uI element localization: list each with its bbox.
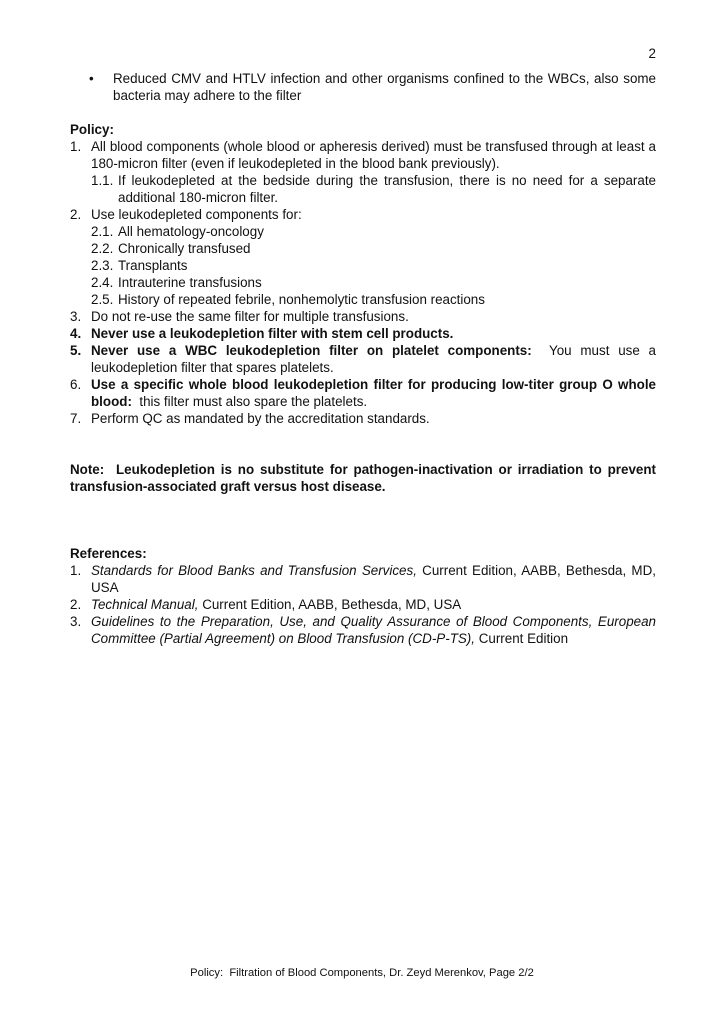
item-text: If leukodepleted at the bedside during the transfusion, there is no need for a separate additional 180-micron filter. bbox=[118, 173, 656, 205]
item-text: Perform QC as mandated by the accreditation standards. bbox=[91, 411, 430, 426]
reference-title: Guidelines to the Preparation, Use, and Quality Assurance of Blood Components, European Committee (Partial Agreement) on Blood Transfusion (CD-P-TS), bbox=[91, 614, 656, 646]
item-number: 2. bbox=[70, 207, 82, 222]
item-number: 4. bbox=[70, 326, 82, 341]
policy-item-7 bbox=[70, 410, 656, 427]
page-footer: Policy: Filtration of Blood Components, Dr. Zeyd Merenkov, Page 2/2 bbox=[190, 967, 534, 979]
item-text: History of repeated febrile, nonhemolytic transfusion reactions bbox=[118, 292, 485, 307]
document-body bbox=[70, 70, 660, 647]
references-list bbox=[70, 562, 656, 647]
reference-title: Standards for Blood Banks and Transfusion Services, bbox=[91, 563, 417, 578]
policy-item-3 bbox=[70, 308, 656, 325]
reference-details: Current Edition, AABB, Bethesda, MD, USA bbox=[91, 563, 656, 595]
policy-subitem-1-1 bbox=[70, 172, 656, 206]
item-number: 7. bbox=[70, 411, 82, 426]
reference-details: Current Edition bbox=[478, 631, 569, 646]
item-text: All hematology-oncology bbox=[118, 224, 264, 239]
bullet-icon: • bbox=[89, 71, 94, 86]
policy-item-6 bbox=[70, 376, 656, 410]
item-text: Use leukodepleted components for: bbox=[91, 207, 302, 222]
item-number: 2.2. bbox=[91, 241, 114, 256]
policy-heading: Policy: bbox=[70, 122, 114, 137]
page-number: 2 bbox=[648, 46, 656, 61]
policy-subitem-2-4 bbox=[70, 274, 656, 291]
item-text: Transplants bbox=[118, 258, 188, 273]
item-number: 3. bbox=[70, 614, 82, 629]
item-number: 2. bbox=[70, 597, 82, 612]
policy-subitem-2-2 bbox=[70, 240, 656, 257]
references-heading: References: bbox=[70, 546, 147, 561]
reference-title: Technical Manual, bbox=[91, 597, 199, 612]
reference-details: Current Edition, AABB, Bethesda, MD, USA bbox=[202, 597, 462, 612]
item-text: Intrauterine transfusions bbox=[118, 275, 262, 290]
item-number: 2.5. bbox=[91, 292, 114, 307]
item-bold-text: Never use a WBC leukodepletion filter on platelet components: bbox=[91, 343, 532, 358]
policy-item-2 bbox=[70, 206, 656, 223]
policy-item-1 bbox=[70, 138, 656, 172]
item-text: You must use a leukodepletion filter that spares platelets. bbox=[91, 343, 657, 375]
reference-item-2 bbox=[70, 596, 656, 613]
item-text: Chronically transfused bbox=[118, 241, 251, 256]
item-text: this filter must also spare the platelets. bbox=[139, 394, 368, 409]
policy-subitem-2-3 bbox=[70, 257, 656, 274]
reference-item-1 bbox=[70, 562, 656, 596]
item-number: 1.1. bbox=[91, 173, 114, 188]
reference-item-3 bbox=[70, 613, 656, 647]
item-number: 6. bbox=[70, 377, 82, 392]
item-number: 3. bbox=[70, 309, 82, 324]
item-number: 1. bbox=[70, 139, 82, 154]
item-number: 2.1. bbox=[91, 224, 114, 239]
policy-subitem-2-1 bbox=[70, 223, 656, 240]
item-number: 2.3. bbox=[91, 258, 114, 273]
item-text: Do not re-use the same filter for multiple transfusions. bbox=[91, 309, 409, 324]
bullet-text: Reduced CMV and HTLV infection and other organisms confined to the WBCs, also some bacteria may adhere to the filter bbox=[113, 71, 656, 103]
item-number: 5. bbox=[70, 343, 82, 358]
item-number: 2.4. bbox=[91, 275, 114, 290]
item-bold-text: Use a specific whole blood leukodepletion filter for producing low-titer group O whole blood: bbox=[91, 377, 656, 409]
item-bold-text: Never use a leukodepletion filter with stem cell products. bbox=[91, 326, 454, 341]
item-text: All blood components (whole blood or apheresis derived) must be transfused through at least a 180-micron filter (even if leukodepleted in the blood bank previously). bbox=[91, 139, 656, 171]
note-paragraph: Note: Leukodepletion is no substitute for pathogen-inactivation or irradiation to prevent transfusion-associated graft versus host disease. bbox=[70, 462, 660, 494]
intro-bullet bbox=[70, 70, 656, 104]
policy-item-4 bbox=[70, 325, 656, 342]
item-number: 1. bbox=[70, 563, 82, 578]
policy-subitem-2-5 bbox=[70, 291, 656, 308]
policy-list bbox=[70, 138, 656, 427]
policy-item-5 bbox=[70, 342, 656, 376]
